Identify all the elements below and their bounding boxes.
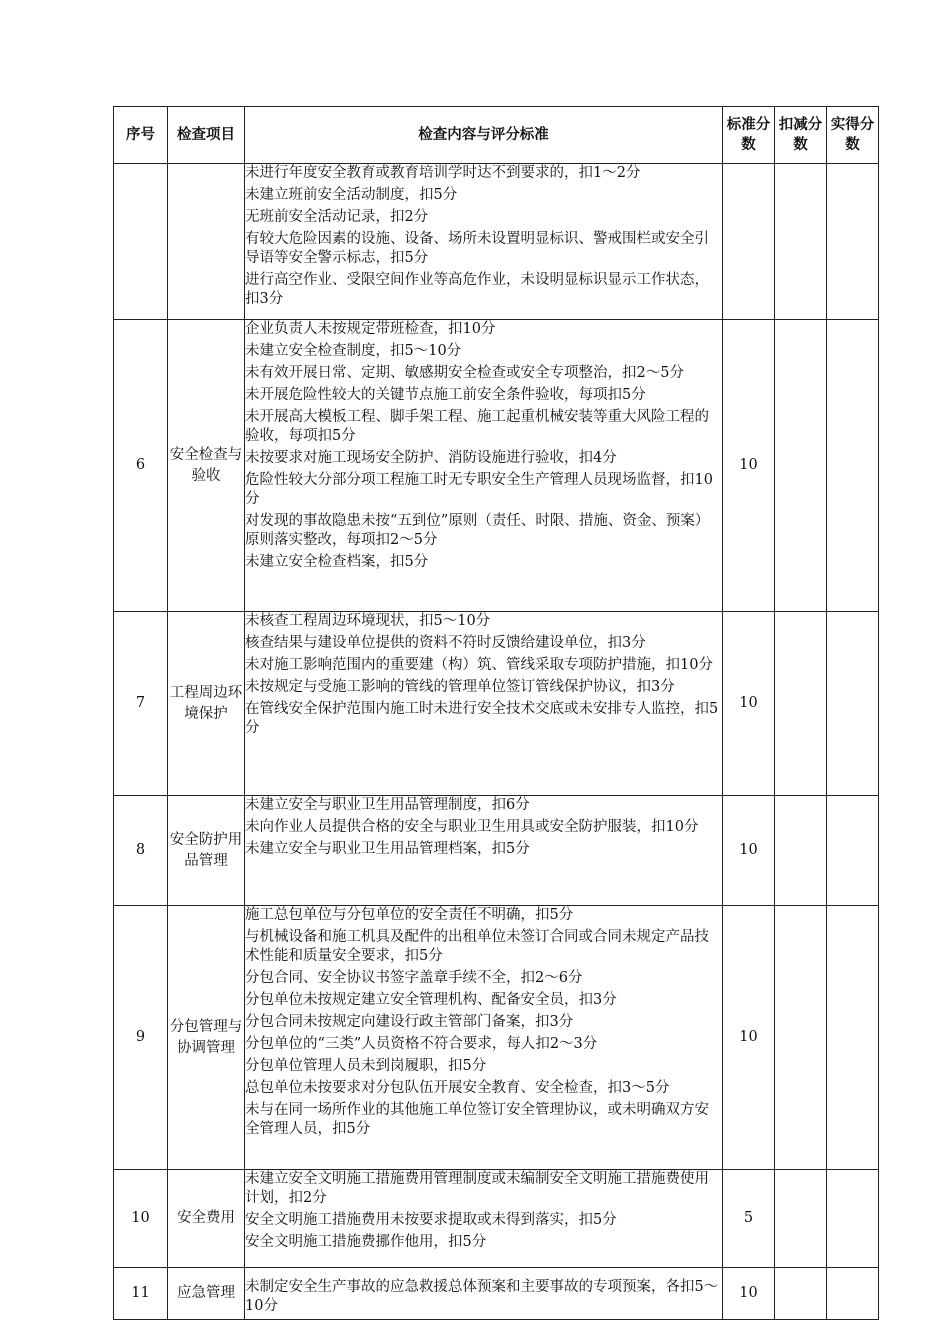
row-actual-score <box>827 906 879 1170</box>
criteria-line: 未建立安全与职业卫生用品管理制度，扣6分 <box>245 797 530 813</box>
criteria-line: 未建立安全文明施工措施费用管理制度或未编制安全文明施工措施费使用计划，扣2分 <box>245 1171 709 1206</box>
table-row <box>114 796 879 906</box>
criteria-line: 未按规定与受施工影响的管线的管理单位签订管线保护协议，扣3分 <box>245 679 675 695</box>
row-deduct-score <box>775 320 827 612</box>
header-seq: 序号 <box>114 107 168 164</box>
row-deduct-score <box>775 1170 827 1268</box>
row-deduct-score <box>775 164 827 320</box>
criteria-line: 核查结果与建设单位提供的资料不符时反馈给建设单位，扣3分 <box>245 635 646 651</box>
criteria-line: 未核查工程周边环境现状，扣5～10分 <box>245 613 491 629</box>
criteria-line: 未有效开展日常、定期、敏感期安全检查或安全专项整治，扣2～5分 <box>245 365 684 381</box>
criteria-line: 企业负责人未按规定带班检查，扣10分 <box>245 321 496 337</box>
criteria-line: 未制定安全生产事故的应急救援总体预案和主要事故的专项预案，各扣5～10分 <box>245 1279 719 1314</box>
row-standard-score: 10 <box>723 612 775 796</box>
criteria-line: 安全文明施工措施费挪作他用，扣5分 <box>245 1234 487 1250</box>
row-item: 安全防护用品管理 <box>168 796 245 906</box>
row-seq: 9 <box>114 906 168 1170</box>
criteria-line: 未建立安全与职业卫生用品管理档案，扣5分 <box>245 841 530 857</box>
criteria-line: 分包合同未按规定向建设行政主管部门备案，扣3分 <box>245 1014 574 1030</box>
criteria-line: 无班前安全活动记录，扣2分 <box>245 209 429 225</box>
row-criteria <box>245 1268 723 1320</box>
row-seq <box>114 164 168 320</box>
header-deduct-score: 扣减分数 <box>775 107 827 164</box>
row-criteria <box>245 796 723 906</box>
row-item: 安全检查与验收 <box>168 320 245 612</box>
criteria-line: 对发现的事故隐患未按“五到位”原则（责任、时限、措施、资金、预案）原则落实整改，每项扣2～5分 <box>245 513 710 548</box>
criteria-line: 有较大危险因素的设施、设备、场所未设置明显标识、警戒围栏或安全引导语等安全警示标志，扣5分 <box>245 231 709 266</box>
header-actual-score: 实得分数 <box>827 107 879 164</box>
row-criteria <box>245 1170 723 1268</box>
row-standard-score <box>723 164 775 320</box>
row-seq: 6 <box>114 320 168 612</box>
row-criteria <box>245 906 723 1170</box>
table-row <box>114 164 879 320</box>
row-standard-score: 10 <box>723 796 775 906</box>
row-actual-score <box>827 612 879 796</box>
row-item: 安全费用 <box>168 1170 245 1268</box>
row-deduct-score <box>775 906 827 1170</box>
row-deduct-score <box>775 1268 827 1320</box>
criteria-line: 未建立安全检查档案，扣5分 <box>245 554 429 570</box>
row-seq: 7 <box>114 612 168 796</box>
row-deduct-score <box>775 796 827 906</box>
row-actual-score <box>827 164 879 320</box>
row-deduct-score <box>775 612 827 796</box>
row-actual-score <box>827 1170 879 1268</box>
criteria-line: 分包单位未按规定建立安全管理机构、配备安全员，扣3分 <box>245 992 617 1008</box>
criteria-line: 未开展高大模板工程、脚手架工程、施工起重机械安装等重大风险工程的验收，每项扣5分 <box>245 409 709 444</box>
row-standard-score: 10 <box>723 320 775 612</box>
row-seq: 8 <box>114 796 168 906</box>
table-body <box>114 164 879 1320</box>
row-standard-score: 5 <box>723 1170 775 1268</box>
criteria-line: 未向作业人员提供合格的安全与职业卫生用具或安全防护服装，扣10分 <box>245 819 699 835</box>
header-row <box>114 107 879 164</box>
header-item: 检查项目 <box>168 107 245 164</box>
table-row <box>114 906 879 1170</box>
criteria-line: 施工总包单位与分包单位的安全责任不明确，扣5分 <box>245 907 574 923</box>
table-row <box>114 1268 879 1320</box>
criteria-line: 安全文明施工措施费用未按要求提取或未得到落实，扣5分 <box>245 1212 617 1228</box>
criteria-line: 分包单位的“三类”人员资格不符合要求，每人扣2～3分 <box>245 1036 598 1052</box>
criteria-line: 进行高空作业、受限空间作业等高危作业，未设明显标识显示工作状态，扣3分 <box>245 272 709 307</box>
row-criteria <box>245 320 723 612</box>
row-criteria <box>245 612 723 796</box>
row-standard-score: 10 <box>723 1268 775 1320</box>
criteria-line: 分包单位管理人员未到岗履职，扣5分 <box>245 1058 487 1074</box>
inspection-table <box>113 106 879 1320</box>
header-content: 检查内容与评分标准 <box>245 107 723 164</box>
criteria-line: 未与在同一场所作业的其他施工单位签订安全管理协议，或未明确双方安全管理人员，扣5分 <box>245 1102 709 1137</box>
row-actual-score <box>827 796 879 906</box>
row-seq: 10 <box>114 1170 168 1268</box>
row-item: 工程周边环境保护 <box>168 612 245 796</box>
table-row <box>114 612 879 796</box>
row-standard-score: 10 <box>723 906 775 1170</box>
criteria-line: 未建立安全检查制度，扣5～10分 <box>245 343 462 359</box>
row-criteria <box>245 164 723 320</box>
criteria-line: 在管线安全保护范围内施工时未进行安全技术交底或未安排专人监控，扣5分 <box>245 701 719 736</box>
table-row <box>114 1170 879 1268</box>
row-seq: 11 <box>114 1268 168 1320</box>
criteria-line: 未对施工影响范围内的重要建（构）筑、管线采取专项防护措施，扣10分 <box>245 657 713 673</box>
row-item: 分包管理与协调管理 <box>168 906 245 1170</box>
criteria-line: 未按要求对施工现场安全防护、消防设施进行验收，扣4分 <box>245 450 617 466</box>
criteria-line: 未建立班前安全活动制度，扣5分 <box>245 187 458 203</box>
criteria-line: 未进行年度安全教育或教育培训学时达不到要求的，扣1～2分 <box>245 165 641 181</box>
table-row <box>114 320 879 612</box>
criteria-line: 总包单位未按要求对分包队伍开展安全教育、安全检查，扣3～5分 <box>245 1080 670 1096</box>
criteria-line: 分包合同、安全协议书签字盖章手续不全，扣2～6分 <box>245 970 583 986</box>
criteria-line: 危险性较大分部分项工程施工时无专职安全生产管理人员现场监督，扣10分 <box>245 472 713 507</box>
row-actual-score <box>827 320 879 612</box>
criteria-line: 与机械设备和施工机具及配件的出租单位未签订合同或合同未规定产品技术性能和质量安全要求，扣5分 <box>245 929 709 964</box>
row-actual-score <box>827 1268 879 1320</box>
row-item <box>168 164 245 320</box>
header-standard-score: 标准分数 <box>723 107 775 164</box>
row-item: 应急管理 <box>168 1268 245 1320</box>
criteria-line: 未开展危险性较大的关键节点施工前安全条件验收，每项扣5分 <box>245 387 646 403</box>
